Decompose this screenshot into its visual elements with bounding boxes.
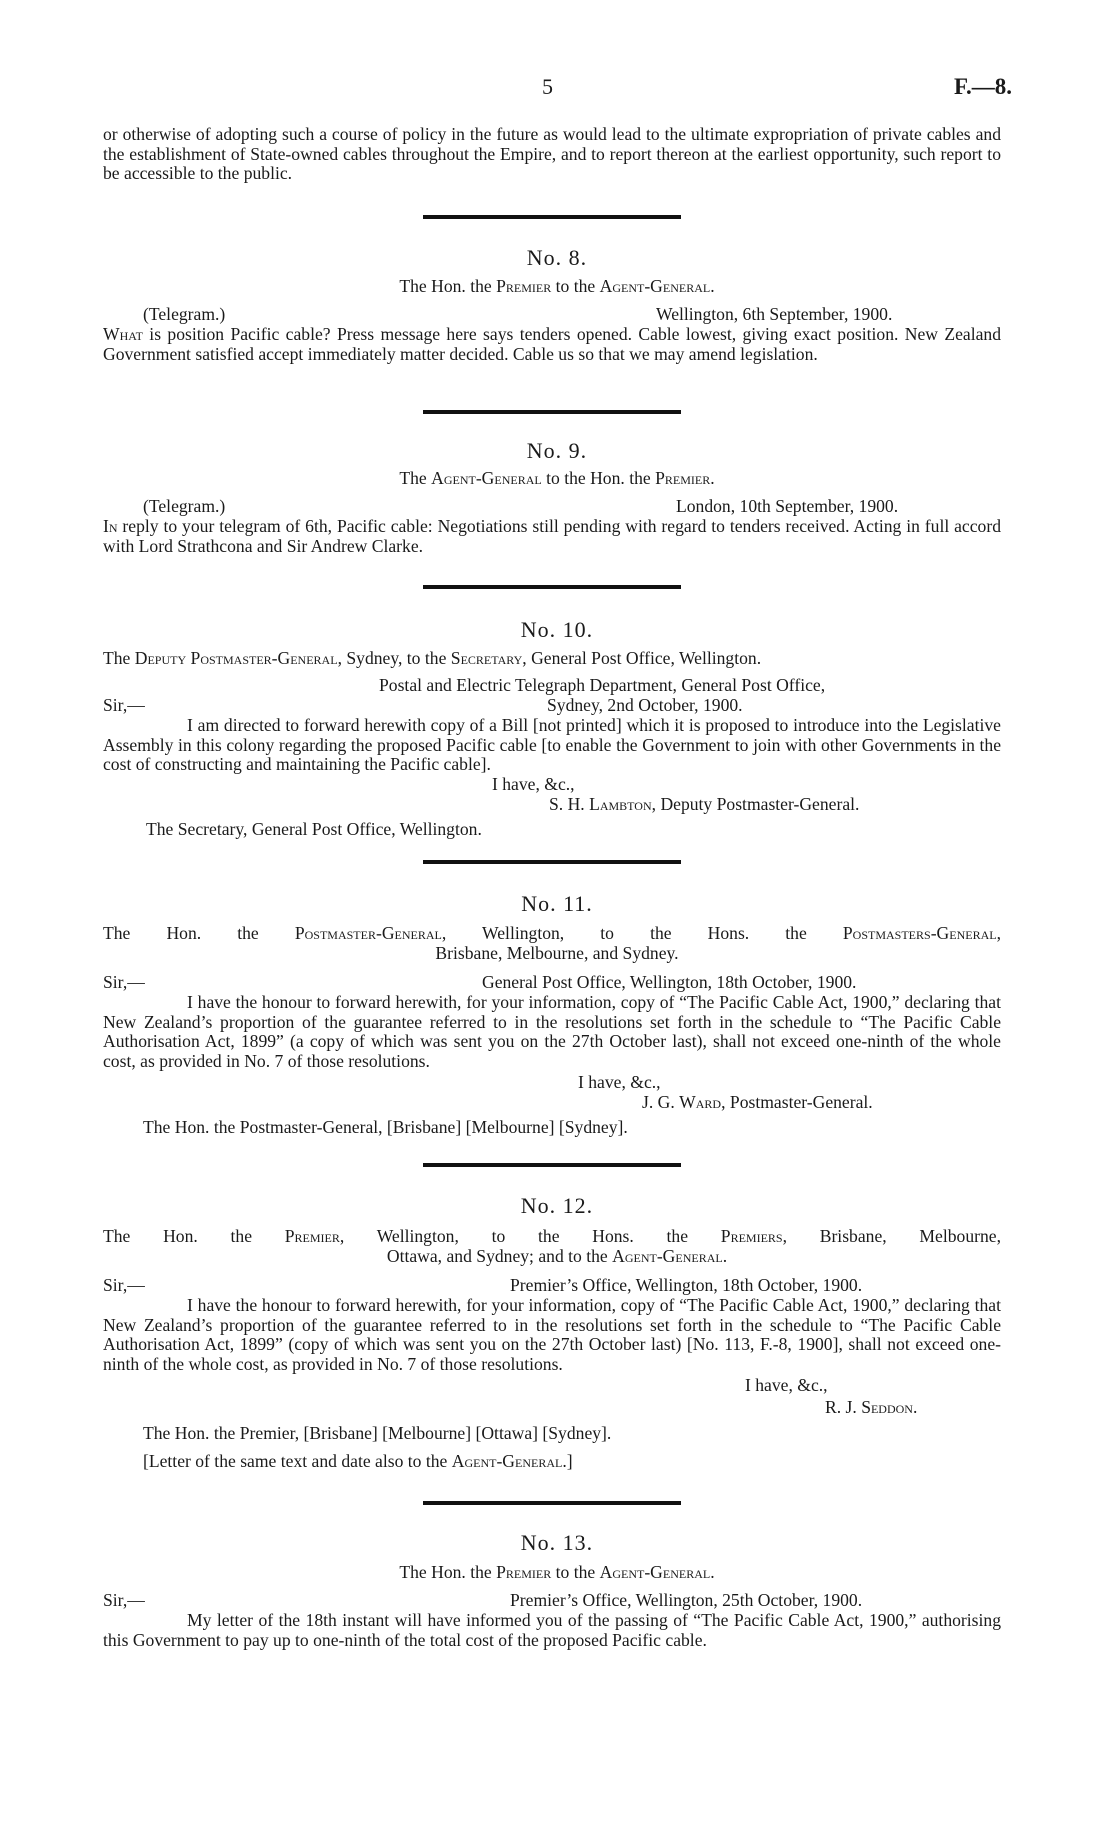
no10-addressee: The Secretary, General Post Office, Wellington.	[146, 819, 482, 839]
no10-closing: I have, &c.,	[492, 774, 575, 794]
no12-heading-line2: Ottawa, and Sydney; and to the Agent-General.	[386, 1246, 728, 1266]
no12-body: I have the honour to forward herewith, for your information, copy of “The Pacific Cable Act, 1900,” declaring that New Zealand’s proportion of the guarantee referred to in the resolutions set forth in the schedule to “The Pacific Cable Authorisation Act, 1899” (copy of which was sent you on the 27th October last) [No. 113, F.-8, 1900], shall not exceed one-ninth of the whole cost, as provided in No. 7 of those resolutions.	[103, 1295, 1001, 1374]
no9-heading: The Agent-General to the Hon. the Premier.	[399, 468, 715, 488]
no8-form: (Telegram.)	[143, 304, 226, 324]
no13-body: My letter of the 18th instant will have informed you of the passing of “The Pacific Cable Act, 1900,” authorising this Government to pay up to one-ninth of the total cost of the proposed Pacific cable.	[103, 1610, 1001, 1650]
no11-number: No. 11.	[521, 891, 593, 916]
no8-heading: The Hon. the Premier to the Agent-General.	[399, 276, 715, 296]
no10-number: No. 10.	[520, 617, 594, 642]
no11-heading: The Hon. the Postmaster-General, Wellington, to the Hons. the Postmasters-General,	[103, 923, 1001, 943]
no11-heading-line2: Brisbane, Melbourne, and Sydney.	[435, 943, 679, 963]
no10-heading: The Deputy Postmaster-General, Sydney, to the Secretary, General Post Office, Wellington.	[103, 648, 762, 668]
no10-address: Postal and Electric Telegraph Department, General Post Office,	[379, 675, 826, 695]
section-divider	[423, 1501, 681, 1505]
section-divider	[423, 1163, 681, 1167]
section-divider	[423, 215, 681, 219]
no12-salutation: Sir,—	[103, 1275, 145, 1295]
no8-number: No. 8.	[526, 245, 588, 270]
no12-addressee: The Hon. the Premier, [Brisbane] [Melbourne] [Ottawa] [Sydney].	[143, 1423, 612, 1443]
page-number: 5	[542, 74, 553, 99]
no12-number: No. 12.	[520, 1193, 594, 1218]
no11-dateline: General Post Office, Wellington, 18th October, 1900.	[482, 972, 857, 992]
no13-salutation: Sir,—	[103, 1590, 145, 1610]
no11-closing: I have, &c.,	[578, 1072, 661, 1092]
no9-body: In reply to your telegram of 6th, Pacific cable: Negotiations still pending with regard to tenders received. Acting in full accord with Lord Strathcona and Sir Andrew Clarke.	[103, 516, 1001, 556]
document-reference: F.—8.	[954, 74, 1012, 99]
no12-note: [Letter of the same text and date also to the Agent-General.]	[143, 1451, 573, 1471]
no10-body: I am directed to forward herewith copy of a Bill [not printed] which it is proposed to introduce into the Legislative Assembly in this colony regarding the proposed Pacific cable [to enable the Government to join with other Governments in the cost of constructing and maintaining the Pacific cable].	[103, 715, 1001, 775]
no10-salutation: Sir,—	[103, 695, 145, 715]
no8-body: What is position Pacific cable? Press message here says tenders opened. Cable lowest, giving exact position. New Zealand Government satisfied accept immediately matter decided. Cable us so that we may amend legislation.	[103, 324, 1001, 364]
section-divider	[423, 585, 681, 589]
no13-number: No. 13.	[520, 1530, 594, 1555]
section-divider	[423, 410, 681, 414]
no13-dateline: Premier’s Office, Wellington, 25th October, 1900.	[510, 1590, 863, 1610]
no12-heading: The Hon. the Premier, Wellington, to the Hons. the Premiers, Brisbane, Melbourne,	[103, 1226, 1001, 1246]
no11-signature: J. G. Ward, Postmaster-General.	[642, 1092, 873, 1112]
no9-form: (Telegram.)	[143, 496, 226, 516]
no12-closing: I have, &c.,	[745, 1375, 828, 1395]
no8-dateline: Wellington, 6th September, 1900.	[656, 304, 893, 324]
no11-addressee: The Hon. the Postmaster-General, [Brisbane] [Melbourne] [Sydney].	[143, 1117, 628, 1137]
no12-dateline: Premier’s Office, Wellington, 18th October, 1900.	[510, 1275, 863, 1295]
intro-paragraph: or otherwise of adopting such a course of policy in the future as would lead to the ultimate expropriation of private cables and the establishment of State-owned cables throughout the Empire, and to report thereon at the earliest opportunity, such report to be accessible to the public.	[103, 124, 1001, 184]
no13-heading: The Hon. the Premier to the Agent-General.	[399, 1562, 715, 1582]
no12-signature: R. J. Seddon.	[825, 1397, 918, 1417]
no11-salutation: Sir,—	[103, 972, 145, 992]
no9-number: No. 9.	[526, 438, 588, 463]
no9-dateline: London, 10th September, 1900.	[676, 496, 899, 516]
no10-dateline: Sydney, 2nd October, 1900.	[547, 695, 743, 715]
no10-signature: S. H. Lambton, Deputy Postmaster-General.	[549, 794, 860, 814]
no11-body: I have the honour to forward herewith, for your information, copy of “The Pacific Cable Act, 1900,” declaring that New Zealand’s proportion of the guarantee referred to in the resolutions set forth in the schedule to “The Pacific Cable Authorisation Act, 1899” (a copy of which was sent you on the 27th October last), shall not exceed one-ninth of the whole cost, as provided in No. 7 of those resolutions.	[103, 992, 1001, 1071]
section-divider	[423, 860, 681, 864]
